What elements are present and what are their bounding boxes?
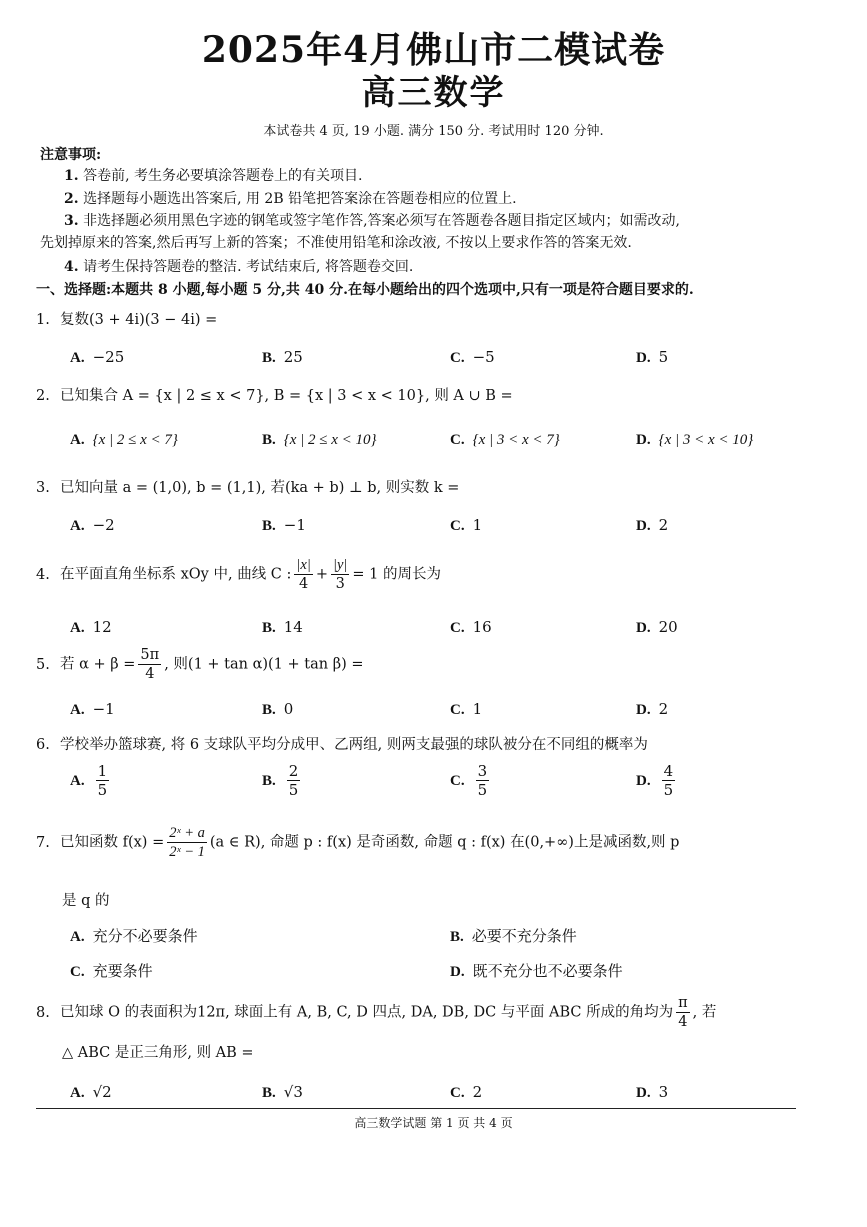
option-c[interactable]: C. {x | 3 < x < 7} — [450, 432, 560, 448]
fraction: $\frac{|x|}{4}$ — [296, 557, 311, 592]
exam-title: 2025年4月佛山市二模试卷 — [201, 29, 666, 71]
option-d[interactable]: D. 20 — [636, 618, 678, 636]
question-6: 6. 学校举办篮球赛, 将 6 支球队平均分成甲、乙两组, 则两支最强的球队被分在不同组的概率为 — [36, 737, 648, 753]
exam-subject: 高三数学 — [361, 73, 506, 113]
option-c[interactable]: C. 充要条件 — [70, 962, 153, 980]
exam-info: 本试卷共 4 页, 19 小题. 满分 150 分. 考试用时 120 分钟. — [263, 124, 604, 139]
notice-item-1: 1. 答卷前, 考生务必要填涂答题卷上的有关项目. — [64, 168, 363, 184]
fraction: $\frac{4}{5}$ — [663, 762, 674, 799]
fraction: $\frac{3}{5}$ — [477, 762, 488, 799]
option-a[interactable]: A. $\frac{1}{5}$ — [70, 762, 108, 799]
fraction: $\frac{\pi}{4}$ — [678, 995, 688, 1030]
option-d[interactable]: D. 3 — [636, 1083, 669, 1101]
fraction: $\frac{\text{2ˣ + a}}{\text{2ˣ − 1}}$ — [169, 825, 205, 860]
option-a[interactable]: A. 充分不必要条件 — [70, 927, 198, 945]
notice-item-3-cont: 先划掉原来的答案,然后再写上新的答案；不准使用铅笔和涂改液, 不按以上要求作答的答案无效. — [40, 235, 632, 251]
option-b[interactable]: B. $\frac{2}{5}$ — [262, 762, 299, 799]
fraction: $\frac{5\pi}{4}$ — [140, 647, 160, 682]
footer-divider — [36, 1108, 796, 1109]
notice-heading: 注意事项: — [40, 147, 102, 163]
notice-item-3: 3. 非选择题必须用黑色字迹的钢笔或签字笔作答,答案必须写在答题卷各题目指定区域内；如需改动, — [64, 213, 680, 229]
option-b[interactable]: B. 0 — [262, 700, 294, 718]
option-c[interactable]: C. 1 — [450, 700, 483, 718]
notice-item-2: 2. 选择题每小题选出答案后, 用 2B 铅笔把答案涂在答题卷相应的位置上. — [64, 191, 517, 207]
option-d[interactable]: D. $\frac{4}{5}$ — [636, 762, 674, 799]
option-b[interactable]: B. −1 — [262, 516, 306, 534]
question-5: 5. 若 α + β = $\frac{5\pi}{4}$ , 则(1 + tan α)(1 + tan β) = — [36, 647, 364, 682]
option-c[interactable]: C. 1 — [450, 516, 483, 534]
option-d[interactable]: D. 5 — [636, 348, 669, 366]
option-b[interactable]: B. {x | 2 ≤ x < 10} — [262, 432, 377, 448]
option-d[interactable]: D. 既不充分也不必要条件 — [450, 962, 623, 980]
question-7: 7. 已知函数 f(x) = $\frac{\text{2ˣ + a}}{\text{2ˣ − 1}}$ (a ∈ R), 命题 p : f(x) 是奇函数, 命题 q : f(x) 在(0,+∞)上是减函数,则 p — [36, 825, 680, 860]
option-a[interactable]: A. √2 — [70, 1083, 112, 1101]
question-1: 1. 复数(3 + 4i)(3 − 4i) = — [36, 312, 218, 328]
question-3: 3. 已知向量 a = (1,0), b = (1,1), 若(ka + b) ⊥ b, 则实数 k = — [36, 480, 460, 496]
option-a[interactable]: A. −25 — [70, 348, 125, 366]
option-c[interactable]: C. −5 — [450, 348, 495, 366]
section-heading: 一、选择题:本题共 8 小题,每小题 5 分,共 40 分.在每小题给出的四个选项中,只有一项是符合题目要求的. — [36, 282, 694, 298]
question-8: 8. 已知球 O 的表面积为12π, 球面上有 A, B, C, D 四点, DA, DB, DC 与平面 ABC 所成的角均为 $\frac{\pi}{4}$ , 若 — [36, 995, 717, 1030]
question-4: 4. 在平面直角坐标系 xOy 中, 曲线 C : $\frac{|x|}{4}$ + $\frac{|y|}{3}$ = 1 的周长为 — [36, 557, 441, 592]
fraction: $\frac{2}{5}$ — [288, 762, 299, 799]
option-b[interactable]: B. √3 — [262, 1083, 303, 1101]
option-a[interactable]: A. −2 — [70, 516, 115, 534]
question-8-cont: △ ABC 是正三角形, 则 AB = — [62, 1045, 254, 1061]
fraction: $\frac{|y|}{3}$ — [332, 557, 348, 592]
option-b[interactable]: B. 必要不充分条件 — [450, 927, 577, 945]
option-d[interactable]: D. 2 — [636, 700, 669, 718]
question-2: 2. 已知集合 A = {x | 2 ≤ x < 7}, B = {x | 3 < x < 10}, 则 A ∪ B = — [36, 388, 513, 404]
option-c[interactable]: C. 2 — [450, 1083, 483, 1101]
page-footer: 高三数学试题 第 1 页 共 4 页 — [354, 1116, 513, 1130]
fraction: $\frac{1}{5}$ — [97, 762, 108, 799]
question-7-cont: 是 q 的 — [62, 893, 110, 909]
option-d[interactable]: D. 2 — [636, 516, 669, 534]
option-a[interactable]: A. 12 — [70, 618, 112, 636]
notice-item-4: 4. 请考生保持答题卷的整洁. 考试结束后, 将答题卷交回. — [64, 259, 414, 275]
option-b[interactable]: B. 14 — [262, 618, 303, 636]
option-b[interactable]: B. 25 — [262, 348, 303, 366]
option-a[interactable]: A. −1 — [70, 700, 115, 718]
option-c[interactable]: C. $\frac{3}{5}$ — [450, 762, 488, 799]
option-c[interactable]: C. 16 — [450, 618, 492, 636]
option-a[interactable]: A. {x | 2 ≤ x < 7} — [70, 432, 178, 448]
option-d[interactable]: D. {x | 3 < x < 10} — [636, 432, 754, 448]
